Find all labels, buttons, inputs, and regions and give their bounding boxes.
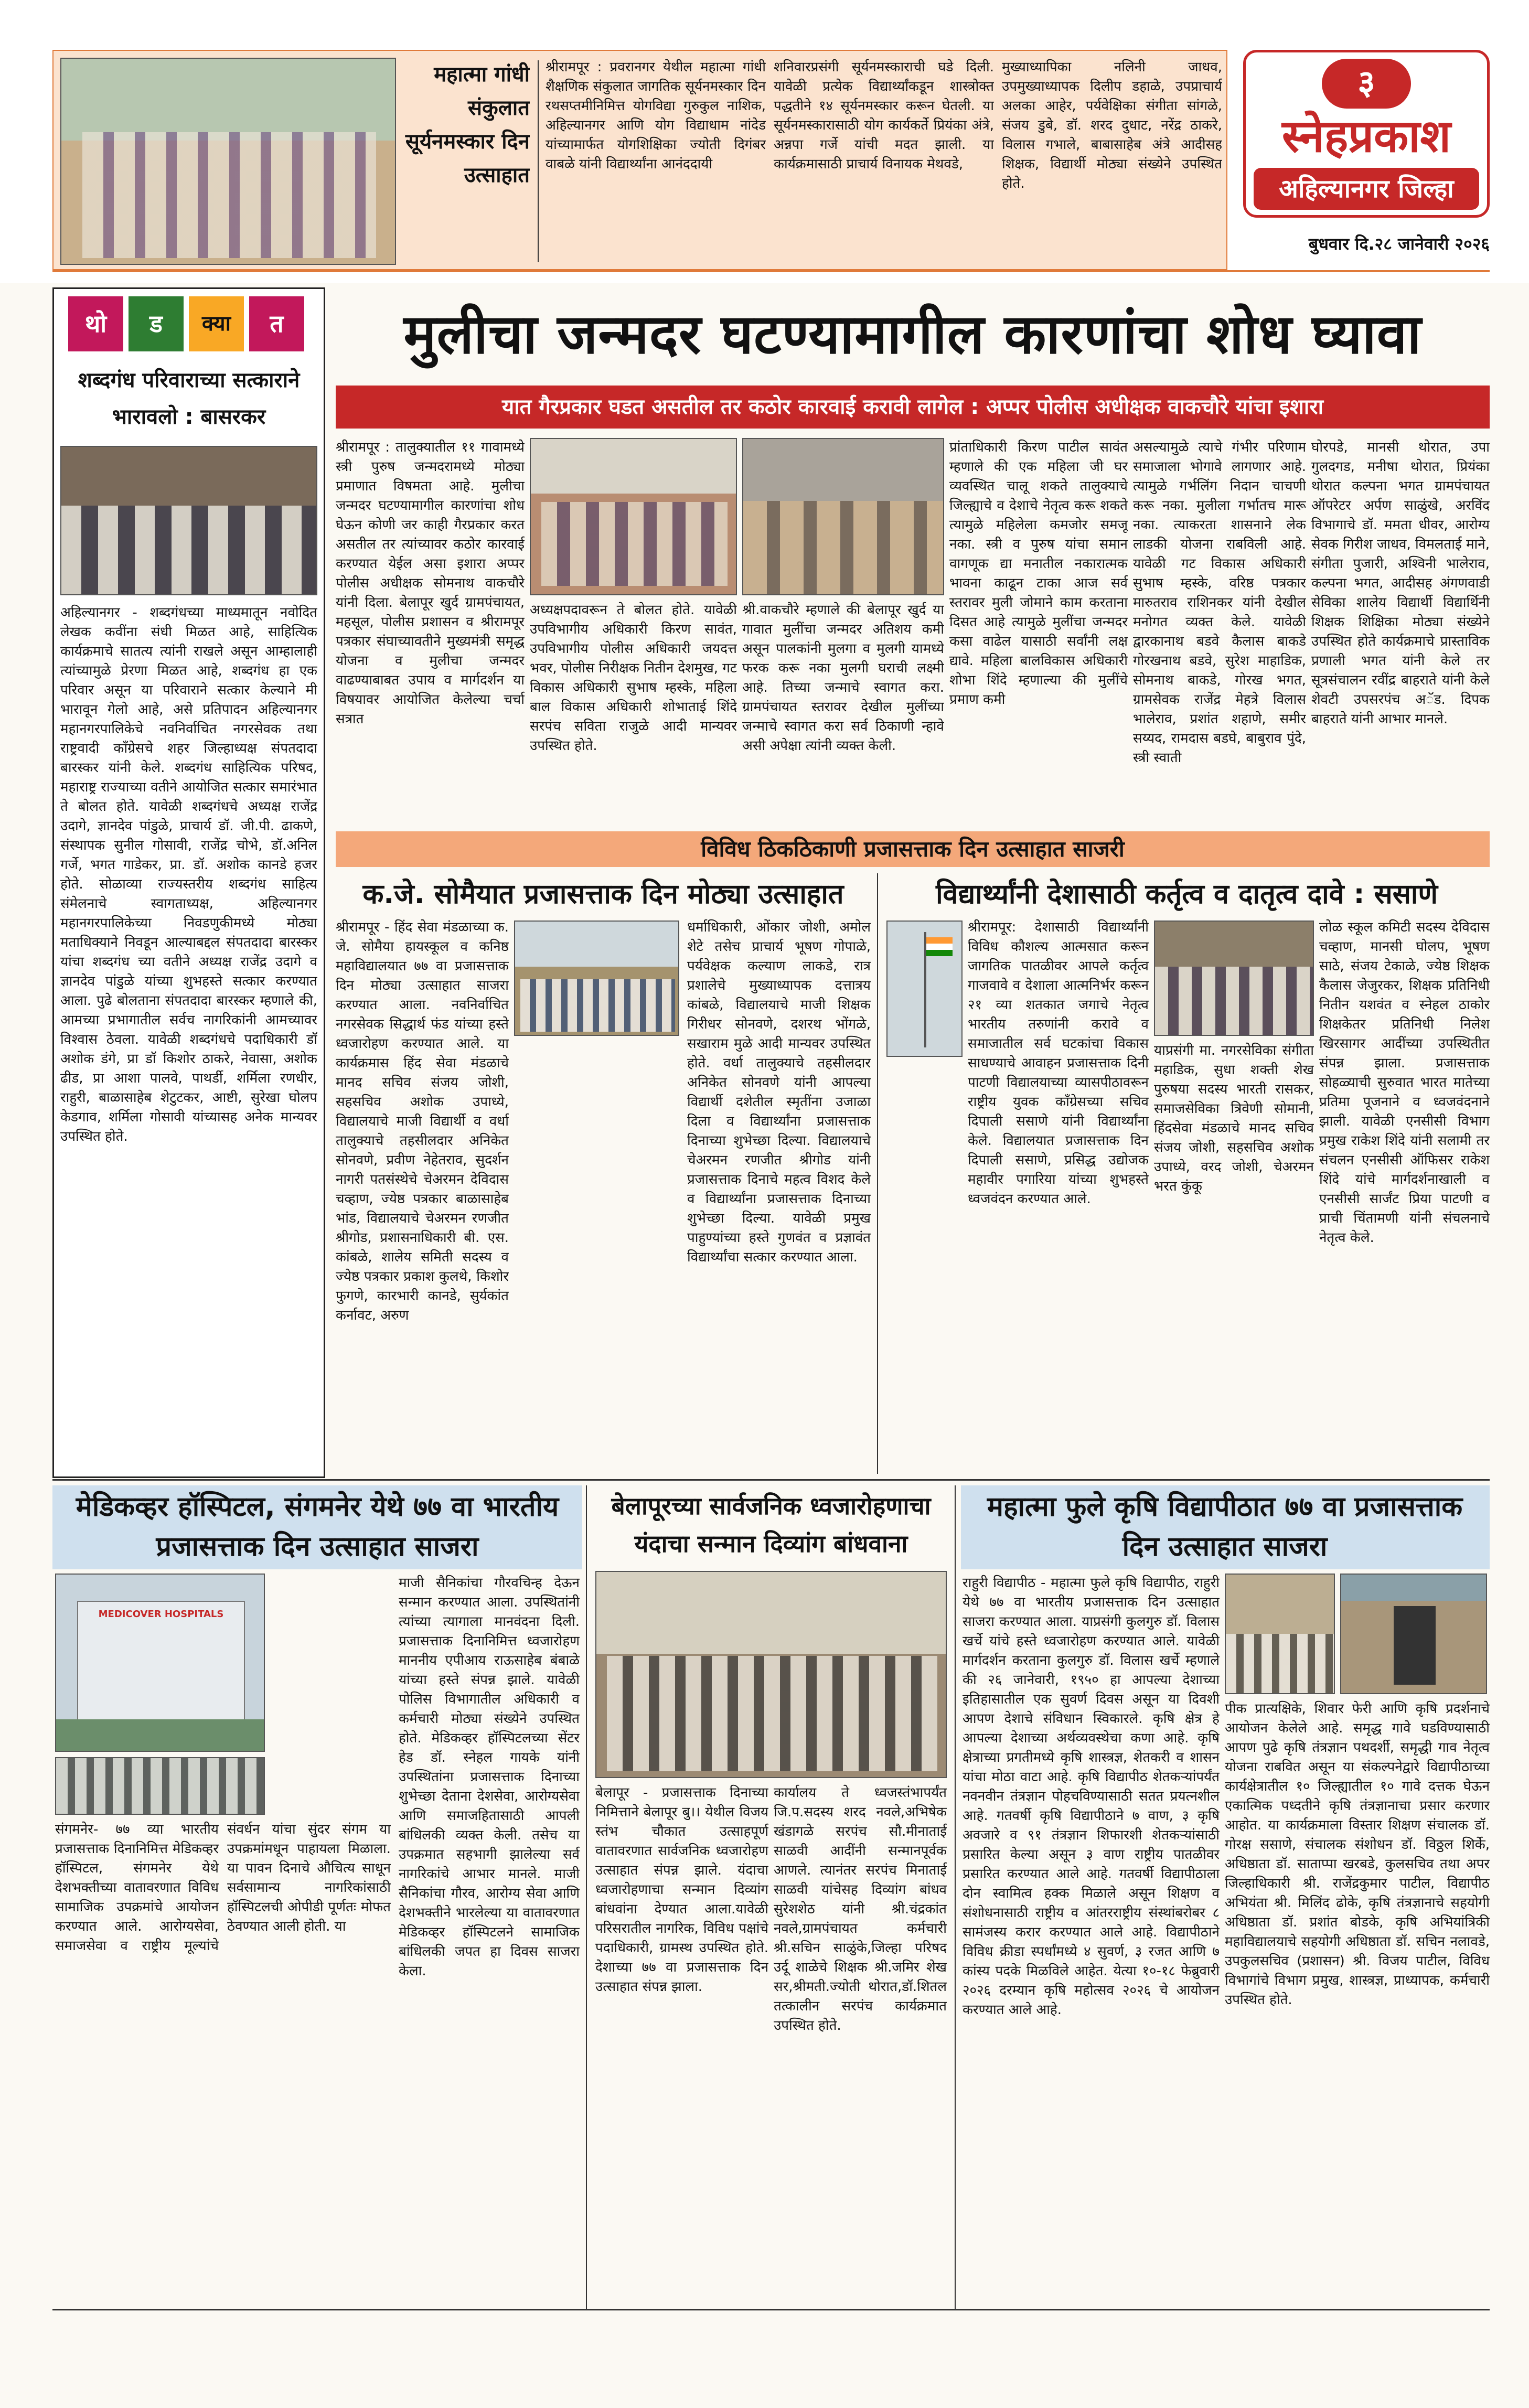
mpkv-headline: महात्मा फुले कृषि विद्यापीठात ७७ वा प्रजासत्ताक दिन उत्साहात साजरा <box>987 1491 1463 1562</box>
lead-kicker: यात गैरप्रकार घडत असतील तर कठोर कारवाई करावी लागेल : अप्पर पोलीस अधीक्षक वाकचौरे यांचा इशारा <box>502 395 1323 419</box>
issue-date: बुधवार दि.२८ जानेवारी २०२६ <box>1308 234 1490 254</box>
belapur-col2: कार्यालय ते ध्वजस्तंभापर्यंत जि.प.सदस्य शरद नवले,अभिषेक खंडागळे सरपंच सौ.मीनाताई साळवी आदींनी सन्मानपूर्वक आणले. त्यानंतर सरपंच मिनाताई साळवी यांचेसह दिव्यांग बांधव सुरेशशेठ यांनी श्री.चंद्रकांत नवले,ग्रामपंचायत कर्मचारी श्री.सचिन साळुंके,जिल्हा परिषद उर्दू शाळेचे शिक्षक श्री.जमिर शेख सर,श्रीमती.ज्योती थोरात,डॉ.शितल तत्कालीन सरपंच कार्यक्रमात उपस्थित होते. <box>774 1785 947 2034</box>
top-story-col3: मुख्याध्यापिका नलिनी जाधव, उपमुख्याध्यापक दिलीप डहाळे, उपप्राचार्य अलका आहेर, पर्यवेक्षिका संगीता सांगळे, संजय डुबे, डॉ. शरद दुधाट, नरेंद्र ठाकरे, विलास गभाले, बाबासाहेब अंत्रे आदीसह शिक्षक, विद्यार्थी मोठ्या संख्येने उपस्थित होते. <box>1002 59 1222 191</box>
tile-1: थो <box>68 296 123 351</box>
medicover-col2: माजी सैनिकांचा गौरवचिन्ह देऊन सन्मान करण्यात आला. उपस्थितांनी त्यांच्या त्यागाला मानवंदना दिली. प्रजासत्ताक दिनानिमित्त ध्वजारोहण माननीय एपीआय राऊसाहेब बंबाळे यांच्या हस्ते संपन्न झाले. यावेळी पोलिस विभागातील अधिकारी व कर्मचारी मोठ्या संख्येने उपस्थित होते. मेडिकव्हर हॉस्पिटलच्या सेंटर हेड डॉ. स्नेहल गायके यांनी उपस्थितांना प्रजासत्ताक दिनाच्या शुभेच्छा देताना देशसेवा, आरोग्यसेवा आणि समाजहितासाठी आपली बांधिलकी व्यक्त केली. तसेच या उपक्रमात सहभागी झालेल्या सर्व नागरिकांचे आभार मानले. माजी सैनिकांचा गौरव, आरोग्य सेवा आणि देशभक्तीने भारलेल्या या वातावरणात मेडिकव्हर हॉस्पिटलने सामाजिक बांधिलकी जपत हा दिवस साजरा केला. <box>399 1575 580 1979</box>
page-number: ३ <box>1357 63 1375 102</box>
mpkv-photo-1 <box>1225 1574 1335 1694</box>
students-headline: विद्यार्थ्यांनी देशासाठी कर्तृत्व व दातृत्व दावे : ससाणे <box>936 879 1438 910</box>
medicover-sign: MEDICOVER HOSPITALS <box>98 1609 224 1620</box>
top-story-col2: शनिवारप्रसंगी सूर्यनमस्काराची घडे दिली. यावेळी प्रत्येक विद्यार्थ्यांकडून शास्त्रोक्त पद्धतीने १४ सूर्यनमस्कार करून घेतली. या सूर्यनमस्कारासाठी योग कार्यकर्ते प्रियंका अंत्रे, अन्नपा गर्जे यांची मदत झाली. या कार्यक्रमासाठी प्राचार्य विनायक मेथवडे, <box>774 59 994 172</box>
brand-name: स्नेहप्रकाश <box>1282 110 1451 163</box>
top-story-col1: श्रीरामपूर : प्रवरानगर येथील महात्मा गांधी शैक्षणिक संकुलात जागतिक सूर्यनमस्कार दिन रथसप्तमीनिमित्त योगविद्या गुरुकुल नाशिक, अहिल्यानगर आणि योग विद्याधाम नांदेड यांच्यामार्फत योगशिक्षिका ज्योती दिगंबर वाबळे यांनी विद्यार्थ्यांना आनंददायी <box>546 59 766 172</box>
lead-col4: प्रांताधिकारी किरण पाटील सावंत म्हणाले की एक महिला जी घर व्यवस्थित चालू शकते तालुक्याचे जिल्ह्याचे व देशाचे नेतृत्व करू शकते त्यामुळे महिलेला कमजोर समजू नका. स्त्री व पुरुष यांचा समान वागणूक द्या मनातील नकारात्मक भावना काढून टाका आज सर्व स्तरावर मुली जोमाने काम करताना दिसत आहे त्यामुळे मुलींचा जन्मदर कसा वाढेल यासाठी सर्वांनी लक्ष द्यावे. महिला बालविकास अधिकारी शोभा शिंदे म्हणाल्या की मुलींचे प्रमाण कमी <box>949 440 1128 708</box>
tile-4: त <box>249 296 304 351</box>
thodkyat-tiles <box>63 296 315 354</box>
yoga-photo <box>60 58 396 265</box>
page-number-badge <box>1322 59 1411 109</box>
medicover-col1: संगमनेर- ७७ व्या भारतीय प्रजासत्ताक दिनानिमित्त मेडिकव्हर हॉस्पिटल, संगमनेर येथे देशभक्तीच्या वातावरणात विविध सामाजिक उपक्रमांचे आयोजन करण्यात आले. आरोग्यसेवा, समाजसेवा व राष्ट्रीय मूल्यांचे संवर्धन यांचा सुंदर संगम या उपक्रमांमधून पाहायला मिळाला. या पावन दिनाचे औचित्य साधून सर्वसामान्य नागरिकांसाठी हॉस्पिटलची ओपीडी पूर्णतः मोफत ठेवण्यात आली होती. या <box>55 1822 391 1954</box>
students-col3: लोळ स्कूल कमिटी सदस्य देविदास चव्हाण, मानसी घोलप, भूषण साठे, संजय टेकाळे, ज्येष्ठ शिक्षक कैलास जेजुरकर, शिक्षक प्रतिनिधी नितीन यशवंत व स्नेहल ठाकोर शिक्षकेतर प्रतिनिधी निलेश खिरसागर आदींच्या उपस्थितीत संपन्न झाला. प्रजासत्ताक सोहळ्याची सुरुवात भारत मातेच्या प्रतिमा पूजनाने व ध्वजवंदनाने झाली. यावेळी एनसीसी विभाग प्रमुख राकेश शिंदे यांनी सलामी तर संचलन एनसीसी ऑफिसर राकेश शिंदे यांचे मार्गदर्शनाखाली व एनसीसी सार्जंट प्रिया पाटणी व प्राची चिंतामणी यांनी संचलनाचे नेतृत्व केले. <box>1319 919 1490 1246</box>
mpkv-col2: पीक प्रात्यक्षिके, शिवार फेरी आणि कृषि प्रदर्शनाचे आयोजन केलेले आहे. समृद्ध गावे घडविण्यासाठी आपण पुढे कृषि तंत्रज्ञान पथदर्शी, समृद्धी गाव नेतृत्व योजना राबवित असून या संकल्पनेद्वारे विद्यापीठाच्या कार्यक्षेत्रातील १० जिल्ह्यातील १० गावे दत्तक घेऊन एकात्मिक पध्दतीने कृषि तंत्रज्ञानाचा प्रसार करणार आहोत. या कार्यक्रमाला विस्तार शिक्षण संचालक डॉ. गोरक्ष ससाणे, संचालक संशोधन डॉ. विठ्ठल शिर्के, अधिष्ठाता डॉ. साताप्पा खरबडे, कुलसचिव तथा अपर जिल्हाधिकारी श्री. राजेंद्रकुमार पाटील, विद्यापीठ अभियंता श्री. मिलिंद ढोके, कृषि तंत्रज्ञानाचे सहयोगी अधिष्ठाता डॉ. प्रशांत बोडके, कृषि अभियांत्रिकी महाविद्यालयाचे सहयोगी अधिष्ठाता डॉ. सचिन नलावडे, उपकुलसचिव (प्रशासन) श्री. विजय पाटील, विविध विभागांचे विभाग प्रमुख, शास्त्रज्ञ, प्राध्यापक, कर्मचारी उपस्थित होते. <box>1225 1701 1490 2008</box>
lower-section-rule <box>52 2309 1490 2310</box>
region-label: अहिल्यानगर जिल्हा <box>1279 174 1454 204</box>
belapur-photo <box>595 1571 947 1778</box>
medicover-headline: मेडिकव्हर हॉस्पिटल, संगमनेर येथे ७७ वा भारतीय प्रजासत्ताक दिन उत्साहात साजरा <box>76 1491 559 1562</box>
lead-photo-2 <box>742 438 944 595</box>
felicitation-photo <box>60 446 317 595</box>
lead-col2: अध्यक्षपदावरून ते बोलत होते. यावेळी उपविभागीय अधिकारी किरण सावंत, उपविभागीय पोलीस अधिकारी जयदत्त भवर, पोलीस निरीक्षक नितीन देशमुख, गट विकास अधिकारी सुभाष म्हस्के, महिला बाल विकास अधिकारी शोभाताई शिंदे सरपंच सविता राजुळे आदी मान्यवर उपस्थित होते. <box>530 602 737 754</box>
mid-rule <box>52 1479 1490 1481</box>
thodkyat-headline: शब्दगंध परिवाराच्या सत्काराने भारावलो : बासरकर <box>78 368 300 429</box>
masthead-rule <box>52 270 1490 272</box>
mpkv-photo-2 <box>1340 1574 1487 1694</box>
top-rule <box>538 60 539 262</box>
tile-2: ड <box>129 296 184 351</box>
belapur-mpkv-rule <box>955 1485 956 2309</box>
medicover-photo-2 <box>55 1757 265 1815</box>
flag-photo-1 <box>886 921 963 1057</box>
lead-col1: श्रीरामपूर : तालुक्यातील ११ गावामध्ये स्त्री पुरुष जन्मदरामध्ये मोठ्या प्रमाणात विषमता आहे. मुलीचा जन्मदर घटण्यामागील कारणांचा शोध घेऊन कोणी जर काही गैरप्रकार करत असतील तर त्यांच्यावर कठोर कारवाई करण्यात येईल असा इशारा अप्पर पोलीस अधीक्षक सोमनाथ वाकचौरे यांनी दिला. बेलापूर खुर्द ग्रामपंचायत, महसूल, पोलीस प्रशासन व श्रीरामपूर पत्रकार संघाच्यावतीने मुख्यमंत्री समृद्ध योजना व मुलीचा जन्मदर वाढण्याबाबत उपाय व मार्गदर्शन या विषयावर आयोजित केलेल्या चर्चा सत्रात <box>336 440 525 727</box>
lead-photo-1 <box>530 438 737 595</box>
medicover-photo-1 <box>55 1574 265 1752</box>
mpkv-col1: राहुरी विद्यापीठ - महात्मा फुले कृषि विद्यापीठ, राहुरी येथे ७७ वा भारतीय प्रजासत्ताक दिन उत्साहात साजरा करण्यात आला. याप्रसंगी कुलगुरु डॉ. विलास खर्चे यांचे हस्ते ध्वजारोहण करण्यात आले. यावेळी मार्गदर्शन करताना कुलगुरु डॉ. विलास खर्चे म्हणाले की २६ जानेवारी, १९५० हा आपल्या देशाच्या इतिहासातील एक सुवर्ण दिवस असून या दिवशी आपण देशाचे संविधान स्विकारले. कृषि क्षेत्र हे आपल्या देशाच्या अर्थव्यवस्थेचा कणा आहे. कृषि क्षेत्राच्या प्रगतीमध्ये कृषि शास्त्रज्ञ, शेतकरी व शासन यांचा मोठा वाटा आहे. कृषि विद्यापीठ शेतकऱ्यांपर्यंत नवनवीन तंत्रज्ञान पोहचविण्यासाठी सतत प्रयत्नशील आहे. गतवर्षी कृषि विद्यापीठाने ७ वाण, ३ कृषि अवजारे व ९१ तंत्रज्ञान शिफारशी शेतकऱ्यांसाठी प्रसारित केल्या असून ३ वाण राष्ट्रीय पातळीवर प्रसारित करण्यात आले आहे. गतवर्षी विद्यापीठाला दोन स्वामित्व हक्क मिळाले असून शिक्षण व संशोधनासाठी राष्ट्रीय व आंतरराष्ट्रीय संस्थांबरोबर ८ सामंजस्य करार करण्यात आले आहे. विद्यापीठाने विविध क्रीडा स्पर्धांमध्ये ४ सुवर्ण, ३ रजत आणि ७ कांस्य पदके मिळविले आहेत. येत्या १०-१८ फेब्रुवारी २०२६ दरम्यान कृषि महोत्सव २०२६ चे आयोजन करण्यात आले आहे. <box>963 1575 1220 2018</box>
kj-students-rule <box>877 873 878 1474</box>
students-photo-2 <box>1154 921 1314 1036</box>
top-headline: महात्मा गांधी संकुलात सूर्यनमस्कार दिन उत्साहात <box>405 62 530 187</box>
thodkyat-body: अहिल्यानगर - शब्दगंधच्या माध्यमातून नवोदित लेखक कवींना संधी मिळत आहे, साहित्यिक कार्यक्रमाचे सातत्य त्यांनी राखले असून आम्हालाही त्यांच्यामुळे प्रेरणा मिळत आहे, शब्दगंध हा एक परिवार असून या परिवाराने सत्कार केल्याने मी भारावून गेलो आहे, असे प्रतिपादन अहिल्यानगर महानगरपालिकेचे नवनिर्वाचित नगरसेवक तथा राष्ट्रवादी काँग्रेसचे शहर जिल्हाध्यक्ष संपतदादा बारस्कर यांनी केले. शब्दगंध साहित्यिक परिषद, महाराष्ट्र राज्याच्या वतीने आयोजित सत्कार समारंभात ते बोलत होते. यावेळी शब्दगंधचे अध्यक्ष राजेंद्र उदागे, ज्ञानदेव पांडुळे, प्राचार्य डॉ. जी.पी. ढाकणे, संस्थापक सुनील गोसावी, राजेंद्र चोभे, डॉ.अनिल गर्जे, भगत गाडेकर, प्रा. डॉ. अशोक कानडे हजर होते. सोळाव्या राज्यस्तरीय शब्दगंध साहित्य संमेलनाचे स्वागताध्यक्ष, अहिल्यानगर महानगरपालिकेच्या निवडणुकीमध्ये मोठ्या मताधिक्याने निवडून आल्याबद्दल संपतदादा बारस्कर यांचा शब्दगंध च्या वतीने अध्यक्ष राजेंद्र उदागे व ज्ञानदेव पांडुळे यांच्या शुभहस्ते सत्कार करण्यात आला. पुढे बोलताना संपतदादा बारस्कर म्हणाले की, आमच्या प्रभागातील सर्वच नागरिकांनी आमच्यावर विश्वास ठेवला. यावेळी शब्दगंधचे पदाधिकारी डॉ अशोक डंगे, प्रा डॉ किशोर ठाकरे, नेवासा, अशोक ढीड, प्रा आशा पालवे, पाथर्डी, शर्मिला रणधीर, राहुरी, बाळासाहेब शेटुटकर, आष्टी, सुरेखा घोलप केडगाव, शर्मिला गोसावी यांच्यासह अनेक मान्यवर उपस्थित होते. <box>60 605 317 1144</box>
kj-col1: श्रीरामपूर - हिंद सेवा मंडळाच्या क. जे. सोमैया हायस्कूल व कनिष्ठ महाविद्यालयात ७७ वा प्रजासत्ताक दिन मोठ्या उत्साहात साजरा करण्यात आला. नवनिर्वाचित नगरसेवक सिद्धार्थ फंड यांच्या हस्ते ध्वजारोहण करण्यात आले. या कार्यक्रमास हिंद सेवा मंडळाचे मानद सचिव संजय जोशी, सहसचिव अशोक उपाध्ये, विद्यालयाचे माजी विद्यार्थी व वर्धा तालुक्याचे तहसीलदार अनिकेत सोनवणे, प्रवीण नेहेतराव, सुदर्शन नागरी पतसंस्थेचे चेअरमन देविदास चव्हाण, ज्येष्ठ पत्रकार बाळासाहेब भांड, विद्यालयाचे चेअरमन रणजीत श्रीगोड, प्रशासनाधिकारी बी. एस. कांबळे, शालेय समिती सदस्य व ज्येष्ठ पत्रकार प्रकाश कुलथे, किशोर फुगणे, कारभारी कानडे, सुर्यकांत कर्नावट, अरुण <box>336 919 509 1323</box>
lead-headline: मुलीचा जन्मदर घटण्यामागील कारणांचा शोध घ्यावा <box>403 302 1422 366</box>
students-col2: याप्रसंगी मा. नगरसेविका संगीता महाडिक, सुधा शक्ती शेख पुरुषया सदस्य भारती रासकर, समाजसेविका त्रिवेणी सोमानी, हिंदसेवा मंडळाचे मानद सचिव संजय जोशी, सहसचिव अशोक उपाध्ये, वरद जोशी, चेअरमन भरत कुंकू <box>1154 1043 1314 1194</box>
students-col1: श्रीरामपूर: देशासाठी विद्यार्थ्यांनी विविध कौशल्य आत्मसात करून जागतिक पातळीवर आपले कर्तृत्व गाजवावे व देशाला आत्मनिर्भर करून २१ व्या शतकात जगाचे नेतृत्व भारतीय तरुणांनी करावे व समाजातील सर्व घटकांचा विकास साधण्याचे आवाहन प्रजासत्ताक दिनी पाटणी विद्यालयाच्या व्यासपीठावरून राष्ट्रीय युवक कॉंग्रेसच्या सचिव दिपाली ससाणे यांनी विद्यार्थ्यांना केले. विद्यालयात प्रजासत्ताक दिन दिपाली ससाणे, प्रसिद्ध उद्योजक महावीर पगारिया यांच्या शुभहस्ते ध्वजवंदन करण्यात आले. <box>968 919 1149 1207</box>
republic-band-title: विविध ठिकठिकाणी प्रजासत्ताक दिन उत्साहात साजरी <box>701 836 1125 862</box>
kj-headline: क.जे. सोमैयात प्रजासत्ताक दिन मोठ्या उत्साहात <box>362 879 844 910</box>
kj-photo <box>514 921 679 1036</box>
kj-col2: धर्माधिकारी, ओंकार जोशी, अमोल शेटे तसेच प्राचार्य भूषण गोपाळे, पर्यवेक्षक कल्याण लाकडे, रात्र प्रशालेचे मुख्याध्यापक दत्तात्रय कांबळे, विद्यालयाचे माजी शिक्षक गिरीधर सोनवणे, दशरथ भोंगळे, सखाराम मुळे आदी मान्यवर उपस्थित होते. वर्धा तालुक्याचे तहसीलदार अनिकेत सोनवणे यांनी आपल्या विद्यार्थी दशेतील स्मृतींना उजाळा दिला व विद्यार्थ्यांना प्रजासत्ताक दिनाच्या शुभेच्छा दिल्या. विद्यालयाचे चेअरमन रणजीत श्रीगोड यांनी प्रजासत्ताक दिनाचे महत्व विशद केले व विद्यार्थ्यांना प्रजासत्ताक दिनाच्या शुभेच्छा दिल्या. यावेळी प्रमुख पाहुण्यांच्या हस्ते गुणवंत व प्रज्ञावंत विद्यार्थ्यांचा सत्कार करण्यात आला. <box>687 919 871 1265</box>
lead-col6: घोरपडे, मानसी थोरात, उपा गुलदगड, मनीषा थोरात, प्रियंका थोरात कल्पना भगत ग्रामपंचायत ऑपरेटर अर्पण साळुंखे, अरविंद विभागाचे डॉ. ममता धीवर, आरोग्य सेवक गिरीश जाधव, विमलताई माने, संगीता पुजारी, अश्विनी भालेराव, कल्पना भगत, आदीसह अंगणवाडी सेविका शालेय विद्यार्थी विद्यार्थिनी शिक्षक शिक्षिका मोठ्या संख्येने उपस्थित होते कार्यक्रमाचे प्रास्ताविक प्रणाली भगत यांनी केले तर सूत्रसंचालन रवींद्र बाहराते यांनी केले शेवटी उपसरपंच अॅड. दिपक बाहराते यांनी आभार मानले. <box>1311 440 1490 727</box>
lead-col5: असल्यामुळे त्याचे गंभीर परिणाम समाजाला भोगावे लागणार आहे. त्यामुळे गर्भलिंग निदान चाचणी करू नका. मुलीला गर्भातच मारू नका. त्याकरता शासनाने लेक लाडकी योजना राबविली आहे. यावेळी गट विकास अधिकारी सुभाष म्हस्के, वरिष्ठ पत्रकार मारुतराव राशिनकर यांनी देखील मनोगत व्यक्त केले. यावेळी द्वारकानाथ बडवे कैलास बाकडे गोरखनाथ बडवे, सुरेश माहाडिक, सोमनाथ बाकडे, गोरख भगत, ग्रामसेवक राजेंद्र मेहत्रे विलास भालेराव, प्रशांत शहाणे, समीर सय्यद, रामदास बडघे, बाबुराव पुंदे, स्त्री स्वाती <box>1133 440 1306 766</box>
tile-3: क्या <box>189 296 244 351</box>
belapur-col1: बेलापूर - प्रजासत्ताक दिनाच्या निमित्ताने बेलापूर बु।। येथील विजय स्तंभ चौकात उत्साहपूर्ण वातावरणात सार्वजनिक ध्वजारोहण उत्साहात संपन्न झाले. यंदाचा ध्वजारोहणाचा सन्मान दिव्यांग बांधवांना देण्यात आला.यावेळी परिसरातील नागरिक, विविध पक्षांचे पदाधिकारी, ग्रामस्थ उपस्थित होते. देशाच्या ७७ वा प्रजासत्ताक दिन उत्साहात संपन्न झाला. <box>595 1785 768 1995</box>
lead-kicker-bar <box>336 386 1490 429</box>
republic-band <box>336 831 1490 867</box>
lead-col3: श्री.वाकचौरे म्हणाले की बेलापूर खुर्द या गावात मुलींचा जन्मदर अतिशय कमी असून पालकांनी मुलगा व मुलगी यामध्ये फरक करू नका मुलगी घराची लक्ष्मी आहे. तिच्या जन्माचे स्वागत करा. ग्रामपंचायत स्तरावर देखील मुलींच्या जन्माचे स्वागत करा सर्व ठिकाणी न्हावे असी अपेक्षा त्यांनी व्यक्त केली. <box>742 602 944 754</box>
medicover-belapur-rule <box>586 1485 587 2309</box>
region-bar <box>1254 168 1479 210</box>
masthead-logo <box>1243 50 1490 218</box>
belapur-headline: बेलापूरच्या सार्वजनिक ध्वजारोहणाचा यंदाचा सन्मान दिव्यांग बांधवाना <box>611 1492 931 1558</box>
